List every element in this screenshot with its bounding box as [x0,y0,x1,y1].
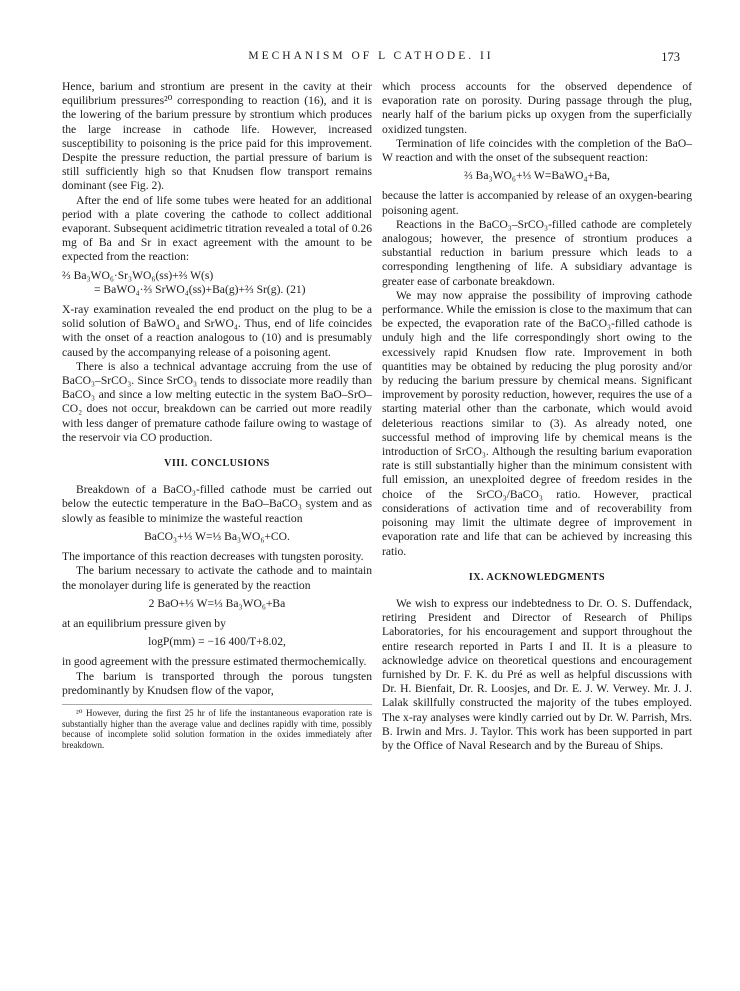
paragraph: Hence, barium and strontium are present in the cavity at their equilibrium pressures²⁰ corresponding to reaction (16), and it is the lowering of the barium pressure by strontium which produces the large increase in cathode life. However, increased susceptibility to poisoning is the price paid for this improvement. Despite the pressure reduction, the partial pressure of barium is still sufficiently high so that Knudsen flow transport remains dominant (see Fig. 2). [62,80,372,193]
paragraph: at an equilibrium pressure given by [62,616,226,630]
equation: 2 BaO+⅓ W=⅓ Ba₃WO₆+Ba [148,596,286,610]
paragraph: After the end of life some tubes were heated for an additional period with a plate covering the cathode to collect additional evaporant. Subsequent acidimetric titration revealed a total of 0.26 mg of Ba and Sr in exact agreement with the amount to be expected from the reaction: [62,193,372,264]
paragraph: The barium is transported through the porous tungsten predominantly by Knudsen flow of the vapor, [62,669,372,697]
paragraph: We wish to express our indebtedness to Dr. O. S. Duffendack, retiring President and Director of Research of Philips Laboratories, for his encouragement and support throughout the entire research reported in Parts I and II. It is a pleasure to acknowledge advice on theoretical questions and encouragement furnished by Dr. F. K. du Pré as well as helpful discussions with Dr. H. Bienfait, Dr. R. Loosjes, and Dr. E. J. W. Verwey. Mr. J. J. Lalak skillfully constructed the majority of the tubes employed. The x-ray analyses were kindly carried out by Dr. W. Parrish, Mrs. B. Irwin and Mrs. J. Taylor. This work has been supported in part by the Office of Naval Research and by the Bureau of Ships. [382,596,692,752]
paragraph: Breakdown of a BaCO₃-filled cathode must be carried out below the eutectic temperature in the BaO–BaCO₃ system and as slowly as feasible to minimize the wasteful reaction [62,483,372,525]
section-heading: VIII. CONCLUSIONS [164,458,270,470]
paragraph: Reactions in the BaCO₃–SrCO₃-filled cathode are completely analogous; however, the presence of strontium produces a substantial reduction in barium pressure which leads to a corresponding lengthening of life. A subsidiary advantage is greater ease of carbonate breakdown. [382,217,692,288]
left-column [62,80,372,750]
paragraph: Termination of life coincides with the completion of the BaO–W reaction and with the onset of the subsequent reaction: [382,136,692,165]
paragraph: X-ray examination revealed the end product on the plug to be a solid solution of BaWO₄ and SrWO₄. Thus, end of life coincides with the onset of a reaction analogous to (10) and is presumably caused by the accompanying release of a poisoning agent. [62,303,372,359]
running-title: MECHANISM OF L CATHODE. II [248,50,494,62]
section-heading: IX. ACKNOWLEDGMENTS [468,571,606,583]
equation-21 [62,269,372,297]
equation: ⅔ Ba₃WO₆+⅓ W=BaWO₄+Ba, [464,169,610,183]
paragraph: because the latter is accompanied by release of an oxygen-bearing poisoning agent. [382,189,692,217]
right-column [382,80,692,753]
equation: BaCO₃+⅓ W=⅓ Ba₃WO₆+CO. [144,529,290,543]
footnote-text: ²⁰ However, during the first 25 hr of life the instantaneous evaporation rate is substantially higher than the average value and declines rapidly with time, possibly because of incomplete solid solution formation in the oxides immediately after breakdown. [62,707,372,750]
paragraph: The barium necessary to activate the cathode and to maintain the monolayer during life is generated by the reaction [62,564,372,592]
paragraph: in good agreement with the pressure estimated thermochemically. [62,655,367,669]
page-number: 173 [661,50,680,64]
paragraph: There is also a technical advantage accruing from the use of BaCO₃–SrCO₃. Since SrCO₃ tends to dissociate more readily than BaCO₃ and since a low melting eutectic in the system BaO–SrO–CO₂ does not occur, breakdown can be carried out more readily with less danger of premature cathode failure owing to wastage of the reservoir via CO production. [62,359,372,444]
paragraph: We may now appraise the possibility of improving cathode performance. While the emission is close to the maximum that can be expected, the evaporation rate of the BaCO₃-filled cathode is unduly high and the life correspondingly short owing to the excessively rapid Knudsen flow rate. Improvement in both quantities may be obtained by reducing the plug porosity and/or by reducing the barium pressure by chemical means. Significant improvement by porosity reduction, however, requires the use of a starting material other than the carbonate, which would avoid deleterious reactions similar to (3). As already noted, one successful method of improving life by chemical means is the introduction of SrCO₃. Although the resulting barium evaporation rate is still substantially higher than the minimum consistent with full emission, an unexploited degree of freedom resides in the choice of the SrCO₃/BaCO₃ ratio. However, practical considerations of activation time and of recoverability from poisoning may limit the ultimate degree of improvement in evaporation rate and life that can be achieved by increasing this ratio. [382,288,692,558]
paragraph: which process accounts for the observed dependence of evaporation rate on porosity. During passage through the plug, nearly half of the barium picks up oxygen from the superficially oxidized tungsten. [382,80,692,136]
page-header [62,50,680,70]
equation-line: = BaWO₄·⅔ SrWO₄(ss)+Ba(g)+⅔ Sr(g). (21) [94,282,306,296]
equation: logP(mm) = −16 400/T+8.02, [148,635,286,649]
paragraph: The importance of this reaction decreases with tungsten porosity. [62,550,364,564]
footnote [62,704,372,750]
equation-line: ⅔ Ba₃WO₆·Sr₃WO₆(ss)+⅔ W(s) [62,268,214,282]
